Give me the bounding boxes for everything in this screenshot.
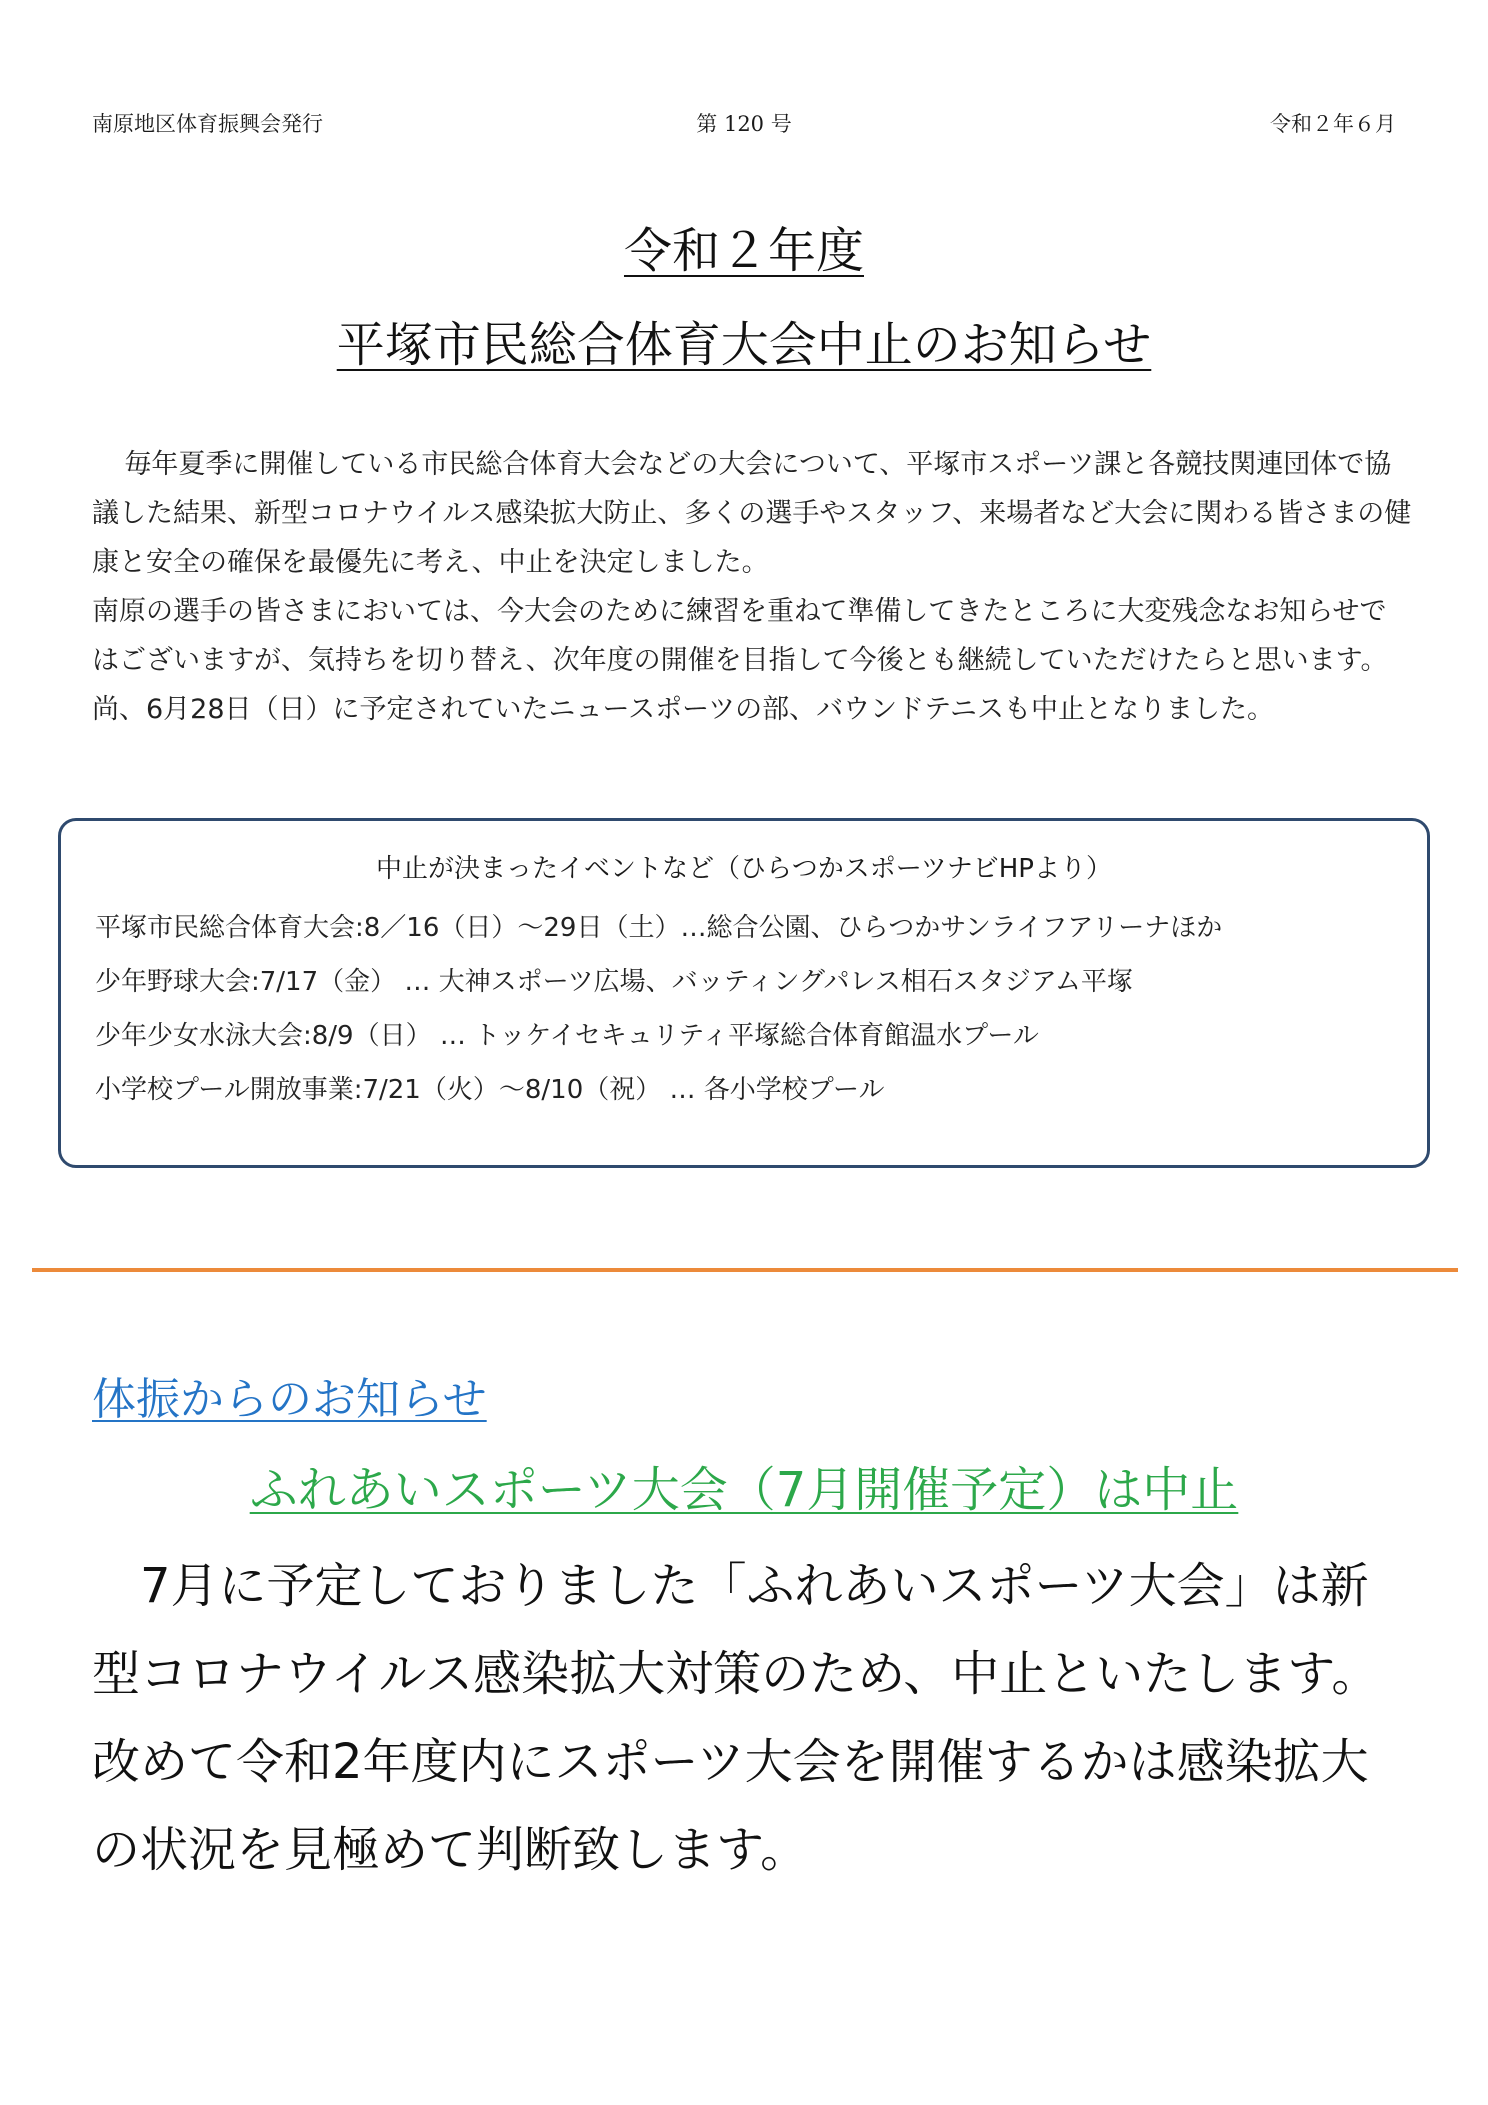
intro-paragraph-2: 南原の選手の皆さまにおいては、今大会のために練習を重ねて準備してきたところに大変残念なお知らせではございますが、気持ちを切り替え、次年度の開催を目指して今後とも継続していただけたらと思います。尚、6月28日（日）に予定されていたニュースポーツの部、バウンドテニスも中止となりました。	[92, 596, 1388, 725]
event-item: 少年少女水泳大会:8/9（日） … トッケイセキュリティ平塚総合体育館温水プール	[95, 1021, 1039, 1051]
issue-date: 令和２年６月	[1270, 112, 1396, 136]
event-item: 少年野球大会:7/17（金） … 大神スポーツ広場、バッティングパレス相石スタジアム平塚	[95, 967, 1133, 997]
main-title-line1: 令和２年度	[623, 223, 864, 279]
notice-title-text: ふれあいスポーツ大会（7月開催予定）は中止	[249, 1462, 1239, 1518]
notice-title	[0, 1460, 1488, 1520]
notice-body-text: 7月に予定しておりました「ふれあいスポーツ大会」は新型コロナウイルス感染拡大対策のため、中止といたします。改めて令和2年度内にスポーツ大会を開催するかは感染拡大の状況を見極めて判断致します。	[92, 1558, 1380, 1878]
intro-text	[92, 440, 1412, 734]
notice-heading: 体振からのお知らせ	[92, 1374, 487, 1425]
publisher-label: 南原地区体育振興会発行	[92, 112, 323, 136]
cancelled-events-box	[58, 818, 1430, 1168]
newsletter-header	[92, 108, 1396, 138]
main-title-line2: 平塚市民総合体育大会中止のお知らせ	[336, 317, 1152, 373]
main-title	[0, 222, 1488, 374]
notice-body	[92, 1542, 1412, 1894]
cancelled-events-title: 中止が決まったイベントなど（ひらつかスポーツナビHPより）	[376, 854, 1112, 884]
issue-number: 第 120 号	[696, 112, 792, 136]
event-item: 平塚市民総合体育大会:8／16（日）～29日（土）…総合公園、ひらつかサンライフアリーナほか	[95, 913, 1223, 943]
event-item: 小学校プール開放事業:7/21（火）～8/10（祝） … 各小学校プール	[95, 1075, 885, 1105]
intro-paragraph-1: 毎年夏季に開催している市民総合体育大会などの大会について、平塚市スポーツ課と各競技関連団体で協議した結果、新型コロナウイルス感染拡大防止、多くの選手やスタッフ、来場者など大会に関わる皆さまの健康と安全の確保を最優先に考え、中止を決定しました。	[92, 449, 1412, 578]
section-divider	[32, 1268, 1458, 1272]
